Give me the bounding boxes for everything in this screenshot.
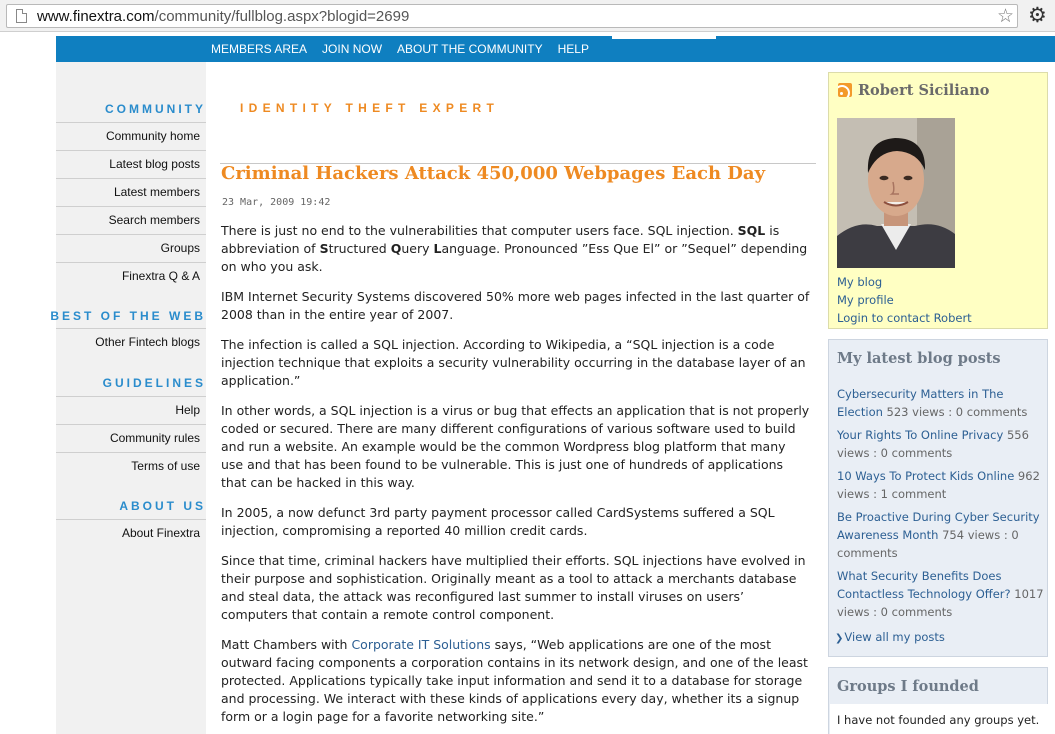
list-item xyxy=(837,567,1045,621)
browser-toolbar xyxy=(0,0,1055,32)
sidebar-search-members[interactable]: Search members xyxy=(56,206,206,234)
post-link[interactable]: Your Rights To Online Privacy xyxy=(837,428,1004,442)
left-sidebar xyxy=(50,62,206,734)
best-of-web-heading: BEST OF THE WEB xyxy=(50,309,206,323)
post-paragraph: The infection is called a SQL injection. According to Wikipedia, a “SQL injection is a code injection technique that exploits a security vulnerability occurring in the database layer of an application.” xyxy=(221,337,806,388)
page-icon xyxy=(16,9,27,23)
sidebar-about-finextra[interactable]: About Finextra xyxy=(56,519,206,547)
post-title: Criminal Hackers Attack 450,000 Webpages Each Day xyxy=(221,163,766,184)
sidebar-help[interactable]: Help xyxy=(56,396,206,424)
nav-members-area[interactable]: MEMBERS AREA xyxy=(211,42,308,56)
list-item xyxy=(837,426,1045,462)
sidebar-qa[interactable]: Finextra Q & A xyxy=(56,262,206,290)
post-paragraph: IBM Internet Security Systems discovered 50% more web pages infected in the last quarter of 2008 than in the entire year of 2007. xyxy=(221,289,810,322)
avatar xyxy=(837,118,955,268)
post-paragraph: In 2005, a now defunct 3rd party payment processor called CardSystems suffered a SQL injection, compromising a reported 40 million credit cards. xyxy=(221,505,775,538)
nav-accent xyxy=(612,36,716,39)
sidebar-latest-members[interactable]: Latest members xyxy=(56,178,206,206)
post-meta: 754 views : 0 comments xyxy=(837,528,1019,560)
rss-icon[interactable] xyxy=(838,83,852,97)
sidebar-terms-of-use[interactable]: Terms of use xyxy=(56,452,206,480)
post-date: 23 Mar, 2009 19:42 xyxy=(222,197,331,208)
post-body xyxy=(221,222,811,734)
corporate-it-solutions-link[interactable]: Corporate IT Solutions xyxy=(351,637,491,652)
profile-box xyxy=(828,72,1048,329)
groups-heading: Groups I founded xyxy=(837,678,979,695)
nav-join-now[interactable]: JOIN NOW xyxy=(322,42,383,56)
main-content xyxy=(206,62,818,734)
post-link[interactable]: 10 Ways To Protect Kids Online xyxy=(837,469,1015,483)
gear-icon[interactable]: ⚙ xyxy=(1028,3,1047,27)
profile-links xyxy=(837,273,972,327)
view-all-posts-link[interactable]: ❯View all my posts xyxy=(835,630,945,644)
about-us-heading: ABOUT US xyxy=(119,499,206,513)
nav-help[interactable]: HELP xyxy=(557,42,589,56)
post-paragraph: In other words, a SQL injection is a virus or bug that effects an application that is not properly coded or secured. There are many different configurations of various software used to build and run a website. An example would be the common Wordpress blog platform that many use and that has been found to be vulnerable. This is just one of hundreds of applications that can be hacked in this way. xyxy=(221,403,810,490)
avatar-photo xyxy=(837,118,955,268)
address-bar[interactable] xyxy=(6,4,1018,28)
login-contact-link[interactable]: Login to contact Robert xyxy=(837,311,972,325)
nav-about-community[interactable]: ABOUT THE COMMUNITY xyxy=(397,42,543,56)
profile-name: Robert Siciliano xyxy=(858,82,990,99)
post-link[interactable]: What Security Benefits Does Contactless Technology Offer? xyxy=(837,569,1011,601)
url-path: /community/fullblog.aspx?blogid=2699 xyxy=(154,8,410,25)
post-paragraph: There is just no end to the vulnerabilities that computer users face. SQL injection. SQL is abbreviation of Structured Query Language. Pronounced ”Ess Que El” or ”Sequel” depending on who you ask. xyxy=(221,223,808,274)
sidebar-community-home[interactable]: Community home xyxy=(56,122,206,150)
sidebar-latest-blog-posts[interactable]: Latest blog posts xyxy=(56,150,206,178)
sidebar-other-fintech-blogs[interactable]: Other Fintech blogs xyxy=(56,328,206,356)
star-icon[interactable]: ☆ xyxy=(996,5,1014,27)
post-meta: 523 views : 0 comments xyxy=(882,405,1028,419)
post-link[interactable]: Be Proactive During Cyber Security Awareness Month xyxy=(837,510,1040,542)
sidebar-community-rules[interactable]: Community rules xyxy=(56,424,206,452)
post-link[interactable]: Cybersecurity Matters in The Election xyxy=(837,387,1004,419)
list-item xyxy=(837,385,1045,421)
groups-empty-text: I have not founded any groups yet. xyxy=(837,713,1040,727)
my-blog-link[interactable]: My blog xyxy=(837,275,883,289)
sidebar-groups[interactable]: Groups xyxy=(56,234,206,262)
latest-posts-box xyxy=(828,339,1048,657)
latest-posts-heading: My latest blog posts xyxy=(837,350,1001,367)
blog-kicker: IDENTITY THEFT EXPERT xyxy=(240,101,500,115)
guidelines-heading: GUIDELINES xyxy=(102,376,206,390)
list-item xyxy=(837,467,1045,503)
post-paragraph: Since that time, criminal hackers have multiplied their efforts. SQL injections have evolved in their purpose and sophistication. Originally meant as a tool to attack a merchants database and steal data, the attack was reconfigured last summer to install viruses on users’ computers that contain a remote control component. xyxy=(221,553,806,622)
post-meta: 1017 views : 0 comments xyxy=(837,587,1044,619)
post-meta: 962 views : 1 comment xyxy=(837,469,1040,501)
list-item xyxy=(837,508,1045,562)
post-paragraph: Matt Chambers with Corporate IT Solutions says, “Web applications are one of the most outward facing components a corporation contains in its network design, and one of the least protected. Applications typically take input information and send it to a database for storage and processing. We interact with these kinds of applications every day, whether its a signup form or a login page for a favorite networking site.” xyxy=(221,637,808,724)
latest-posts-list xyxy=(837,385,1045,626)
chevron-right-icon: ❯ xyxy=(835,633,844,644)
groups-box xyxy=(828,667,1048,734)
community-heading: COMMUNITY xyxy=(105,102,206,116)
url-text[interactable] xyxy=(37,8,409,25)
post-meta: 556 views : 0 comments xyxy=(837,428,1029,460)
url-host: www.finextra.com xyxy=(37,8,155,25)
top-nav-links xyxy=(211,42,604,56)
my-profile-link[interactable]: My profile xyxy=(837,293,894,307)
